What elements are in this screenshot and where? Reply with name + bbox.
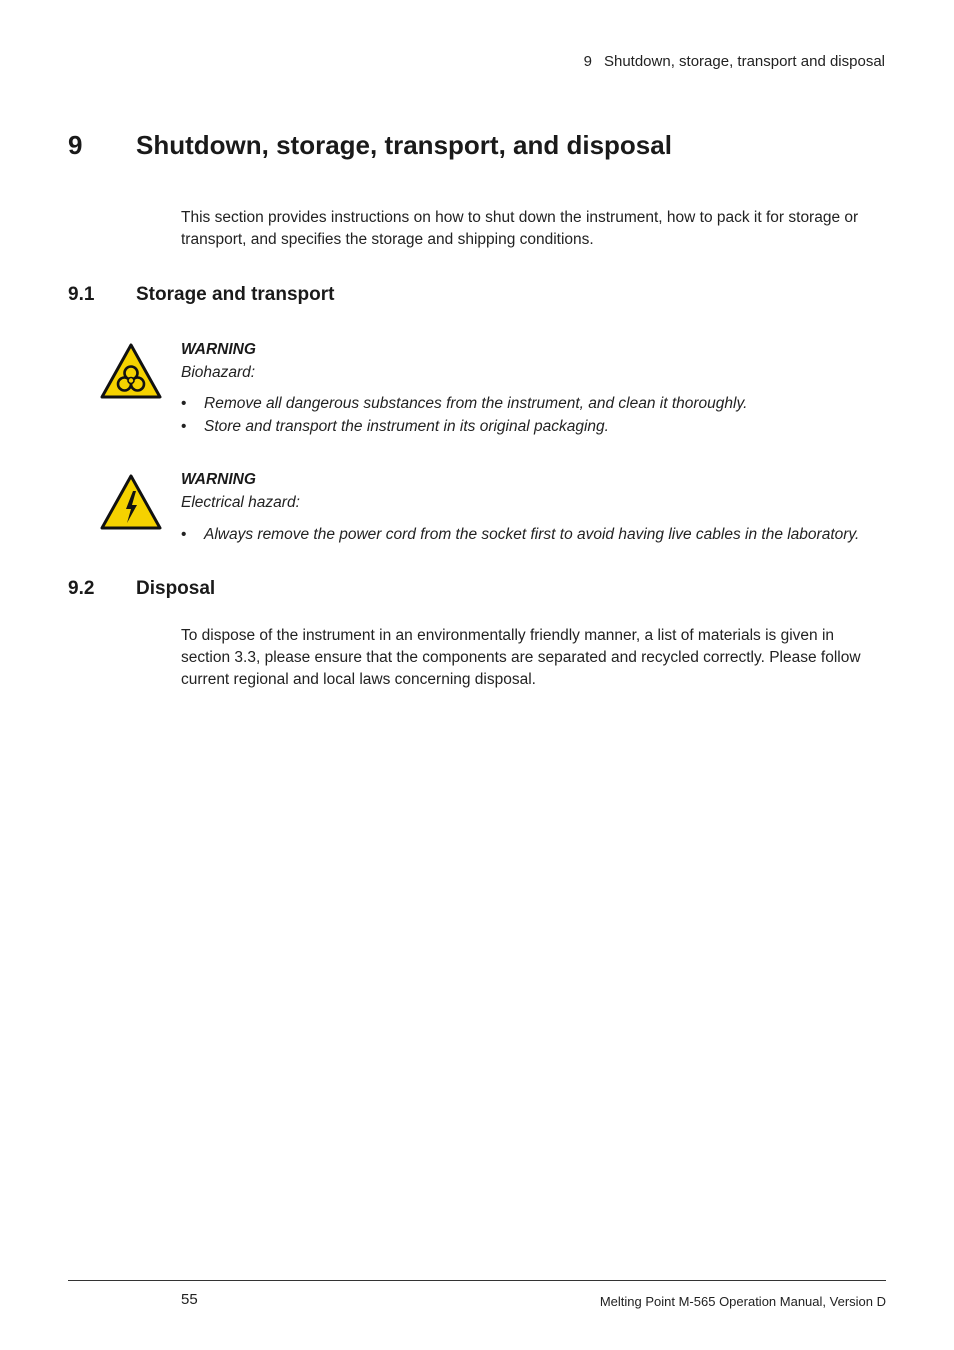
chapter-number: 9 — [68, 130, 83, 160]
electrical-hazard-icon — [100, 474, 162, 530]
warning-subtitle-electrical: Electrical hazard: — [181, 494, 300, 511]
bullet-dot: • — [181, 526, 187, 543]
bullet-dot: • — [181, 395, 187, 412]
list-item — [181, 526, 859, 544]
warning-title-biohazard: WARNING — [181, 341, 256, 358]
list-item-text: Remove all dangerous substances from the instrument, and clean it thoroughly. — [204, 395, 748, 412]
list-item-text: Store and transport the instrument in its original packaging. — [204, 418, 609, 435]
warning-title-electrical: WARNING — [181, 471, 256, 488]
section-heading-storage — [68, 284, 334, 306]
list-item-text: Always remove the power cord from the socket first to avoid having live cables in the laboratory. — [204, 526, 860, 543]
section-number: 9.1 — [68, 284, 95, 305]
chapter-intro: This section provides instructions on how to shut down the instrument, how to pack it for storage or transport, and specifies the storage and shipping conditions. — [181, 209, 859, 248]
bullet-dot: • — [181, 418, 187, 435]
chapter-title-text: Shutdown, storage, transport, and disposal — [136, 130, 672, 160]
running-header-title: Shutdown, storage, transport and disposal — [603, 53, 885, 70]
chapter-title — [68, 130, 672, 161]
warning-subtitle-biohazard: Biohazard: — [181, 364, 256, 381]
running-header-number: 9 — [583, 53, 592, 70]
section-title: Disposal — [136, 578, 216, 599]
list-item — [181, 395, 747, 413]
footer-title: Melting Point M-565 Operation Manual, Version D — [599, 1294, 886, 1309]
page-number: 55 — [181, 1291, 198, 1308]
biohazard-icon — [100, 343, 162, 399]
section-title: Storage and transport — [136, 284, 335, 305]
section-heading-disposal — [68, 578, 215, 600]
footer-divider — [68, 1280, 886, 1281]
list-item — [181, 418, 609, 436]
section-number: 9.2 — [68, 578, 95, 599]
disposal-body: To dispose of the instrument in an environmentally friendly manner, a list of materials is given in section 3.3, please ensure that the components are separated and recycled correctly. Please follow current regional and local laws concerning disposal. — [181, 627, 861, 688]
running-header — [584, 53, 885, 70]
